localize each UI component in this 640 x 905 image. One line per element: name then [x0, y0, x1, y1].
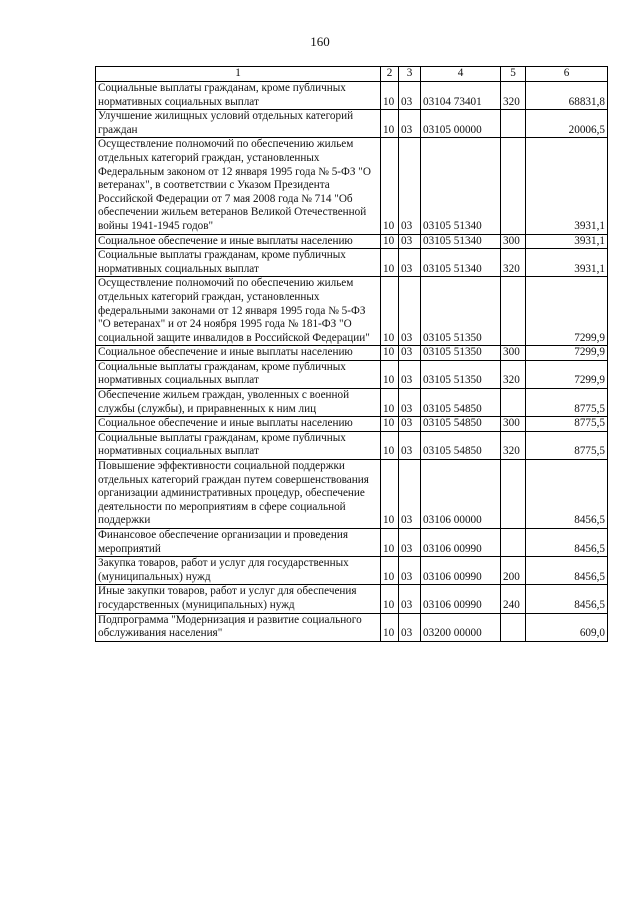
- target-article: 03106 00000: [421, 460, 501, 529]
- amount: 8456,5: [526, 557, 608, 585]
- amount: 8775,5: [526, 417, 608, 432]
- section-code: 10: [381, 529, 399, 557]
- expense-type: [501, 138, 526, 234]
- row-name: Улучшение жилищных условий отдельных категорий граждан: [96, 110, 381, 138]
- table-row: [96, 277, 608, 346]
- subsection-code: 03: [399, 110, 421, 138]
- row-name: Социальные выплаты гражданам, кроме публичных нормативных социальных выплат: [96, 82, 381, 110]
- table-row: [96, 234, 608, 249]
- row-name: Иные закупки товаров, работ и услуг для обеспечения государственных (муниципальных) нужд: [96, 585, 381, 613]
- row-name: Финансовое обеспечение организации и проведения мероприятий: [96, 529, 381, 557]
- subsection-code: 03: [399, 346, 421, 361]
- expense-type: [501, 529, 526, 557]
- section-code: 10: [381, 360, 399, 388]
- section-code: 10: [381, 138, 399, 234]
- subsection-code: 03: [399, 234, 421, 249]
- amount: 609,0: [526, 613, 608, 641]
- row-name: Повышение эффективности социальной поддержки отдельных категорий граждан путем совершенствования организации административных процедур, обеспечение деятельности по мероприятиям в сфере социальной поддержки: [96, 460, 381, 529]
- target-article: 03105 54850: [421, 417, 501, 432]
- row-name: Социальные выплаты гражданам, кроме публичных нормативных социальных выплат: [96, 431, 381, 459]
- header-col-3: 3: [399, 67, 421, 82]
- table-row: [96, 110, 608, 138]
- amount: 3931,1: [526, 249, 608, 277]
- row-name: Осуществление полномочий по обеспечению жильем отдельных категорий граждан, установленных Федеральным законом от 12 января 1995 года № 5-ФЗ "О ветеранах", в соответствии с Указом Президента Российской Федерации от 7 мая 2008 года № 714 "Об обеспечении жильем ветеранов Великой Отечественной войны 1941-1945 годов": [96, 138, 381, 234]
- table-row: [96, 82, 608, 110]
- section-code: 10: [381, 389, 399, 417]
- row-name: Осуществление полномочий по обеспечению жильем отдельных категорий граждан, установленных федеральными законами от 12 января 1995 года № 5-ФЗ "О ветеранах" и от 24 ноября 1995 года № 181-ФЗ "О социальной защите инвалидов в Российской Федерации": [96, 277, 381, 346]
- subsection-code: 03: [399, 82, 421, 110]
- amount: 8775,5: [526, 389, 608, 417]
- section-code: 10: [381, 431, 399, 459]
- amount: 7299,9: [526, 277, 608, 346]
- subsection-code: 03: [399, 613, 421, 641]
- subsection-code: 03: [399, 249, 421, 277]
- section-code: 10: [381, 82, 399, 110]
- page-number: 160: [310, 34, 330, 49]
- table-row: [96, 460, 608, 529]
- table-row: [96, 360, 608, 388]
- row-name: Социальные выплаты гражданам, кроме публичных нормативных социальных выплат: [96, 360, 381, 388]
- header-col-6: 6: [526, 67, 608, 82]
- expense-type: 300: [501, 346, 526, 361]
- row-name: Социальные выплаты гражданам, кроме публичных нормативных социальных выплат: [96, 249, 381, 277]
- expense-type: 300: [501, 234, 526, 249]
- amount: 3931,1: [526, 138, 608, 234]
- table-row: [96, 346, 608, 361]
- table-row: [96, 417, 608, 432]
- section-code: 10: [381, 417, 399, 432]
- budget-table: [95, 66, 608, 642]
- expense-type: [501, 613, 526, 641]
- expense-type: 320: [501, 431, 526, 459]
- amount: 3931,1: [526, 234, 608, 249]
- subsection-code: 03: [399, 585, 421, 613]
- section-code: 10: [381, 613, 399, 641]
- target-article: 03105 54850: [421, 431, 501, 459]
- section-code: 10: [381, 557, 399, 585]
- expense-type: 200: [501, 557, 526, 585]
- table-row: [96, 389, 608, 417]
- target-article: 03104 73401: [421, 82, 501, 110]
- table-row: [96, 249, 608, 277]
- row-name: Подпрограмма "Модернизация и развитие социального обслуживания населения": [96, 613, 381, 641]
- row-name: Социальное обеспечение и иные выплаты населению: [96, 234, 381, 249]
- table-row: [96, 138, 608, 234]
- expense-type: 240: [501, 585, 526, 613]
- row-name: Социальное обеспечение и иные выплаты населению: [96, 417, 381, 432]
- header-col-2: 2: [381, 67, 399, 82]
- table-row: [96, 613, 608, 641]
- target-article: 03105 51350: [421, 277, 501, 346]
- row-name: Закупка товаров, работ и услуг для государственных (муниципальных) нужд: [96, 557, 381, 585]
- amount: 8456,5: [526, 460, 608, 529]
- target-article: 03105 00000: [421, 110, 501, 138]
- expense-type: 300: [501, 417, 526, 432]
- target-article: 03105 51340: [421, 138, 501, 234]
- row-name: Обеспечение жильем граждан, уволенных с военной службы (службы), и приравненных к ним лиц: [96, 389, 381, 417]
- subsection-code: 03: [399, 529, 421, 557]
- table-row: [96, 585, 608, 613]
- table-header: [96, 67, 608, 82]
- table-row: [96, 431, 608, 459]
- subsection-code: 03: [399, 360, 421, 388]
- target-article: 03105 51350: [421, 360, 501, 388]
- expense-type: [501, 110, 526, 138]
- target-article: 03105 54850: [421, 389, 501, 417]
- amount: 8456,5: [526, 585, 608, 613]
- expense-type: [501, 460, 526, 529]
- table-body: [96, 82, 608, 642]
- amount: 20006,5: [526, 110, 608, 138]
- expense-type: [501, 277, 526, 346]
- target-article: 03106 00990: [421, 529, 501, 557]
- subsection-code: 03: [399, 138, 421, 234]
- expense-type: 320: [501, 249, 526, 277]
- section-code: 10: [381, 249, 399, 277]
- subsection-code: 03: [399, 460, 421, 529]
- table-row: [96, 557, 608, 585]
- table-row: [96, 529, 608, 557]
- subsection-code: 03: [399, 431, 421, 459]
- header-col-5: 5: [501, 67, 526, 82]
- subsection-code: 03: [399, 389, 421, 417]
- header-col-1: 1: [96, 67, 381, 82]
- amount: 68831,8: [526, 82, 608, 110]
- section-code: 10: [381, 460, 399, 529]
- target-article: 03105 51340: [421, 249, 501, 277]
- subsection-code: 03: [399, 277, 421, 346]
- target-article: 03106 00990: [421, 557, 501, 585]
- target-article: 03200 00000: [421, 613, 501, 641]
- expense-type: 320: [501, 360, 526, 388]
- subsection-code: 03: [399, 557, 421, 585]
- section-code: 10: [381, 346, 399, 361]
- section-code: 10: [381, 277, 399, 346]
- section-code: 10: [381, 234, 399, 249]
- row-name: Социальное обеспечение и иные выплаты населению: [96, 346, 381, 361]
- expense-type: [501, 389, 526, 417]
- section-code: 10: [381, 585, 399, 613]
- amount: 8775,5: [526, 431, 608, 459]
- header-row: [96, 67, 608, 82]
- target-article: 03106 00990: [421, 585, 501, 613]
- header-col-4: 4: [421, 67, 501, 82]
- target-article: 03105 51340: [421, 234, 501, 249]
- target-article: 03105 51350: [421, 346, 501, 361]
- amount: 7299,9: [526, 346, 608, 361]
- section-code: 10: [381, 110, 399, 138]
- expense-type: 320: [501, 82, 526, 110]
- amount: 8456,5: [526, 529, 608, 557]
- subsection-code: 03: [399, 417, 421, 432]
- amount: 7299,9: [526, 360, 608, 388]
